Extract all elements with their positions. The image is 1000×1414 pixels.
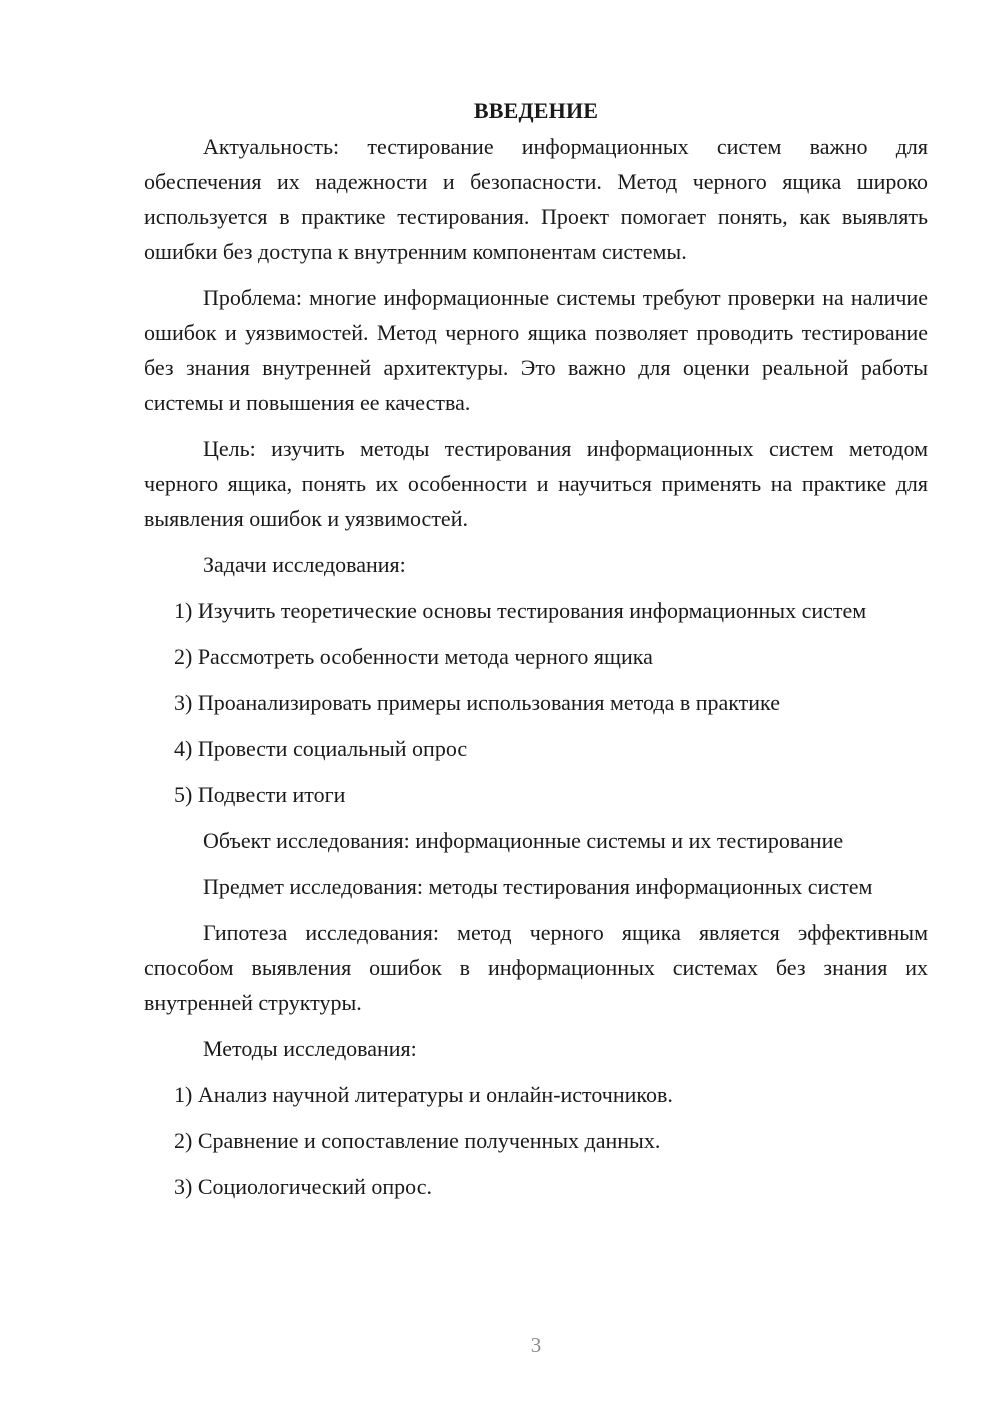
tasks-heading: Задачи исследования:: [203, 552, 406, 577]
goal-paragraph: Цель: изучить методы тестирования информационных систем методом черного ящика, понять их особенности и научиться применять на практике для выявления ошибок и уязвимостей.: [144, 436, 928, 531]
method-item: 2) Сравнение и сопоставление полученных данных.: [174, 1128, 661, 1153]
task-item: 5) Подвести итоги: [174, 782, 346, 807]
task-item: 2) Рассмотреть особенности метода черного ящика: [174, 644, 653, 669]
methods-heading: Методы исследования:: [203, 1036, 417, 1061]
page-number: 3: [530, 1333, 542, 1357]
subject-paragraph: Предмет исследования: методы тестирования информационных систем: [203, 874, 873, 899]
task-item: 4) Провести социальный опрос: [174, 736, 468, 761]
relevance-paragraph: Актуальность: тестирование информационных систем важно для обеспечения их надежности и безопасности. Метод черного ящика широко используется в практике тестирования. Проект помогает понять, как выявлять ошибки без доступа к внутренним компонентам системы.: [144, 134, 928, 264]
document-page: [144, 94, 928, 1215]
method-item: 3) Социологический опрос.: [174, 1174, 432, 1199]
problem-paragraph: Проблема: многие информационные системы требуют проверки на наличие ошибок и уязвимостей. Метод черного ящика позволяет проводить тестирование без знания внутренней архитектуры. Это важно для оценки реальной работы системы и повышения ее качества.: [144, 285, 928, 415]
page-title: ВВЕДЕНИЕ: [473, 98, 599, 123]
method-item: 1) Анализ научной литературы и онлайн-источников.: [174, 1082, 673, 1107]
task-item: 3) Проанализировать примеры использования метода в практике: [174, 690, 780, 715]
hypothesis-paragraph: Гипотеза исследования: метод черного ящика является эффективным способом выявления ошибок в информационных системах без знания их внутренней структуры.: [144, 920, 928, 1015]
object-paragraph: Объект исследования: информационные системы и их тестирование: [203, 828, 844, 853]
task-item: 1) Изучить теоретические основы тестирования информационных систем: [174, 598, 867, 623]
